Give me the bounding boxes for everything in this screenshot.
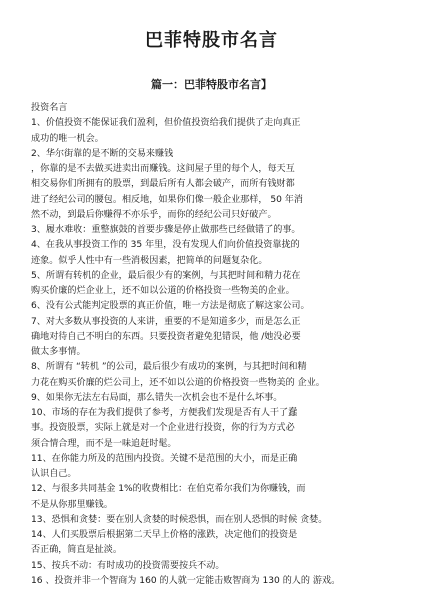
text-line: 迹象。似乎人性中有一些消极因素，把简单的问题复杂化。 — [31, 255, 268, 266]
text-line: 12、与很多共同基金 1%的收费相比：在伯克希尔我们为你赚钱，而 — [31, 484, 306, 495]
text-line: 进了经纪公司的腰包。相反地，如果你们像一般企业那样， 50 年消 — [31, 194, 303, 205]
text-line: 5、所谓有转机的企业，最后很少有的案例，与其把时间和精力花在 — [31, 270, 301, 281]
text-line: 3、履水难收：重整旗鼓的首要步骤是停止做那些已经做错了的事。 — [31, 225, 301, 235]
text-line: 6、没有公式能判定股票的真正价值，唯一方法是彻底了解这家公司。 — [31, 301, 310, 312]
document-body — [31, 101, 406, 589]
text-line: 10、市场的存在为我们提供了参考，方便我们发现是否有人干了蠢 — [31, 408, 298, 418]
section-heading: 篇一：巴菲特股市名言】 — [151, 78, 272, 91]
text-line: 1、价值投资不能保证我们盈利，但价值投资给我们提供了走向真正 — [31, 118, 301, 129]
text-line: 做太多事情。 — [31, 347, 86, 357]
text-line: 然不动，到最后你赚得不亦乐乎，而你的经纪公司只好破产。 — [31, 209, 277, 220]
text-line: 认识自己。 — [31, 469, 77, 479]
text-line: 2、华尔街靠的是不断的交易来赚钱 — [31, 148, 174, 159]
text-line: 15、按兵不动：有时成功的投资需要按兵不动。 — [31, 560, 225, 571]
text-line: 相交易你们所拥有的股票，到最后所有人都会破产，而所有钱财都 — [31, 179, 295, 190]
text-line: 不是从你那里赚钱。 — [31, 499, 113, 510]
text-line: 14、人们买股票后根据第二天早上价格的涨跌，决定他们的投资是 — [31, 530, 298, 540]
text-line: 11、在你能力所及的范围内投资。关键不是范围的大小，而是正确 — [31, 453, 298, 464]
text-line: 成功的唯一机会。 — [31, 133, 104, 144]
text-line: 否正确，简直是扯淡。 — [31, 545, 122, 556]
text-line: 8、所谓有 “转机 ”的公司，最后很少有成功的案例，与其把时间和精 — [31, 362, 307, 373]
text-line: 确地对待自己不明白的东西。只要投资者避免犯错误，他 /她没必要 — [31, 331, 301, 342]
section-label: 投资名言 — [31, 103, 68, 113]
text-line: 事。投资股票，实际上就是对一个企业进行投资，你的行为方式必 — [31, 423, 295, 434]
text-line: 4、在我从事投资工作的 35 年里，没有发现人们向价值投资靠拢的 — [31, 240, 300, 251]
text-line: 9、如果你无法左右局面，那么错失一次机会也不是什么坏事。 — [31, 392, 283, 403]
page-title: 巴菲特股市名言 — [145, 30, 278, 51]
text-line: 须合情合理，而不是一味追赶时髦。 — [31, 438, 177, 449]
text-line: 7、对大多数从事投资的人来讲，重要的不是知道多少，而是怎么正 — [31, 316, 301, 327]
text-line: 13、恐惧和贪婪：要在别人贪婪的时候恐惧，而在别人恐惧的时候 贪婪。 — [31, 514, 328, 525]
text-line: 16 、投资并非一个智商为 160 的人就一定能击败智商为 130 的人的 游戏。 — [31, 575, 341, 586]
text-line: 购买价廉的烂企业上，还不如以公道的价格投资一些物美的企业。 — [31, 286, 295, 296]
text-line: 力花在购买价廉的烂公司上，还不如以公道的价格投资一些物美的 企业。 — [31, 377, 325, 388]
text-line: ，你靠的是不去做买进卖出而赚钱。这间屋子里的每个人，每天互 — [31, 164, 295, 174]
